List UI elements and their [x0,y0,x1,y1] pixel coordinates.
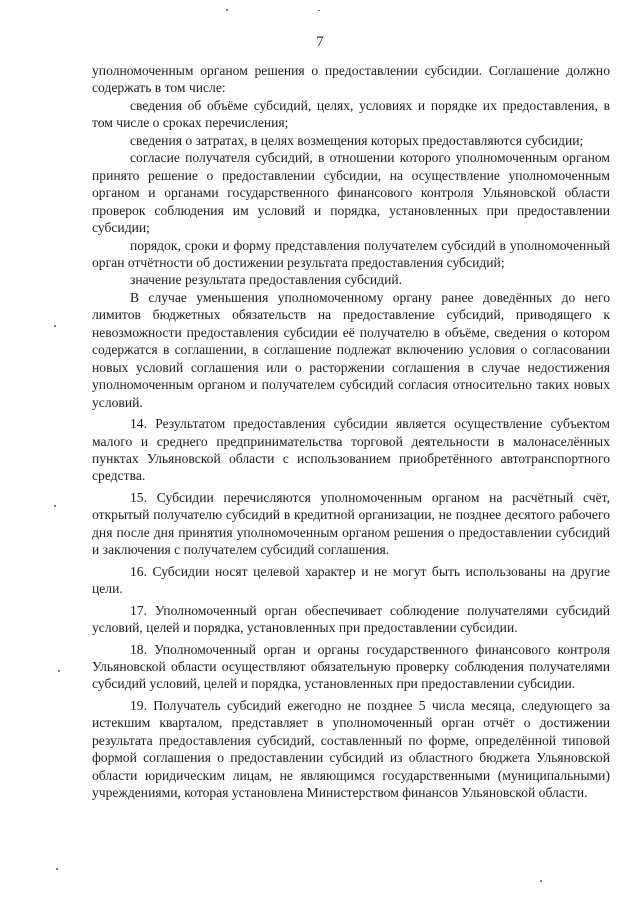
scan-speck [56,868,58,870]
paragraph-costs-info: сведения о затратах, в целях возмещения которых предоставляются субсидии; [130,132,584,148]
paragraph-19: 19. Получатель субсидий ежегодно не позднее 5 числа месяца, следующего за истекшим кварталом, представляет в уполномоченный орган отчёт о достижении результата предоставления субсидий, составленный по форме, определённой типовой формой соглашения о предоставлении субсидий из областного бюджета Ульяновской области юридическим лицам, не являющимся государственными (муниципальными) учреждениями, которая установлена Министерством финансов Ульяновской области. [92,697,610,801]
scan-speck [58,670,60,672]
paragraph-16: 16. Субсидии носят целевой характер и не могут быть использованы на другие цели. [92,563,610,597]
paragraph-17: 17. Уполномоченный орган обеспечивает соблюдение получателями субсидий условий, целей и порядка, установленных при предоставлении субсидии. [92,602,610,636]
scan-speck [540,880,542,882]
paragraph-result-value: значение результата предоставления субсидий. [130,272,403,288]
paragraph-volume-info: сведения об объёме субсидий, целях, условиях и порядке их предоставления, в том числе о сроках перечисления; [92,97,610,131]
page-number: 7 [316,34,324,50]
scan-speck [318,10,320,11]
scan-speck [226,9,228,11]
scan-speck [54,505,56,507]
paragraph-15: 15. Субсидии перечисляются уполномоченным органом на расчётный счёт, открытый получателю субсидий в кредитной организации, не позднее десятого рабочего дня после дня принятия уполномоченным органом решения о предоставлении субсидий и заключения с получателем субсидий соглашения. [92,489,610,558]
scan-speck [54,325,56,327]
paragraph-18: 18. Уполномоченный орган и органы государственного финансового контроля Ульяновской области осуществляют обязательную проверку соблюдения получателями субсидий условий, целей и порядка, установленных при предоставлении субсидии. [92,641,610,692]
paragraph-limits-reduction: В случае уменьшения уполномоченному органу ранее доведённых до него лимитов бюджетных обязательств на предоставление субсидий, приводящего к невозможности предоставления субсидии её получателю в объёме, сведения о котором содержатся в соглашении, в соглашение подлежат включению условия о согласовании новых условий соглашения или о расторжении соглашения в случае недостижения уполномоченным органом и получателем субсидий согласия относительно таких новых условий. [92,289,610,410]
paragraph-reporting-order: порядок, сроки и форму представления получателем субсидий в уполномоченный орган отчётности об достижении результата предоставления субсидий; [92,237,610,270]
paragraph-agreement-intro: уполномоченным органом решения о предоставлении субсидии. Соглашение должно содержать в том числе: [92,63,610,96]
paragraph-14: 14. Результатом предоставления субсидии является осуществление субъектом малого и среднего предпринимательства торговой деятельности в малонаселённых пунктах Ульяновской области с использованием приобретённого автотранспортного средства. [92,416,610,484]
paragraph-recipient-consent: согласие получателя субсидий, в отношении которого уполномоченным органом принято решение о предоставлении субсидии, на осуществление уполномоченным органом и органами государственного финансового контроля Ульяновской области проверок соблюдения им условий и порядка, установленных при предоставлении субсидии; [92,150,610,236]
document-body [92,62,610,802]
